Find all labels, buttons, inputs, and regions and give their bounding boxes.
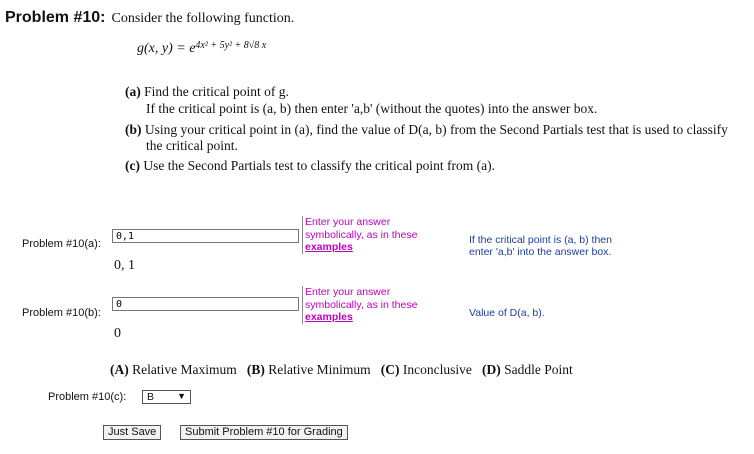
choice-b-key: (B)	[246, 362, 265, 377]
part-a-note: If the critical point is (a, b) then enter 'a,b' (without the quotes) into the answer box.	[146, 101, 598, 116]
answer-a-hint-line1: Enter your answer	[305, 216, 391, 228]
part-b	[125, 121, 728, 138]
answer-b-preview: 0	[114, 326, 121, 341]
answer-c-selected: B	[147, 391, 155, 403]
problem-title: Problem #10:	[5, 9, 106, 26]
answer-c-label: Problem #10(c):	[48, 391, 127, 403]
choice-d-text: Saddle Point	[504, 362, 573, 377]
answer-b-examples-link[interactable]: examples	[305, 311, 353, 323]
problem-intro: Consider the following function.	[111, 11, 295, 26]
answer-a-preview: 0, 1	[114, 258, 135, 273]
answer-b-label: Problem #10(b):	[22, 307, 101, 319]
part-a-label: (a)	[125, 84, 141, 99]
choice-a-text: Relative Maximum	[132, 362, 237, 377]
answer-a-label: Problem #10(a):	[22, 238, 101, 250]
answer-c-choices	[110, 362, 573, 378]
answer-b-hint-line2: symbolically, as in these	[305, 298, 418, 311]
part-b-label: (b)	[125, 122, 142, 137]
part-c-text: Use the Second Partials test to classify the critical point from (a).	[143, 158, 496, 173]
answer-a-side-note	[469, 234, 612, 258]
answer-b-hint-line1: Enter your answer	[305, 286, 391, 298]
answer-b-hint	[302, 286, 417, 324]
answer-a-hint-line2: symbolically, as in these	[305, 228, 418, 241]
just-save-button[interactable]: Just Save	[103, 425, 161, 440]
answer-c-select[interactable]	[142, 390, 191, 404]
choice-c-text: Inconclusive	[402, 362, 472, 377]
part-b-text2: the critical point.	[146, 138, 238, 153]
part-a-text: Find the critical point of g.	[144, 84, 289, 99]
function-formula	[137, 40, 266, 57]
choice-c-key: (C)	[380, 362, 400, 377]
formula-lhs: g(x, y) = e	[137, 41, 196, 56]
problem-heading	[5, 9, 294, 27]
part-b-text: Using your critical point in (a), find the value of D(a, b) from the Second Partials test that is used to classify	[144, 122, 728, 137]
formula-exponent: 4x² + 5y² + 8√8 x	[195, 40, 267, 51]
choice-b-text: Relative Minimum	[268, 362, 371, 377]
part-c	[125, 157, 495, 174]
answer-a-input[interactable]: 0,1	[112, 229, 299, 243]
answer-a-examples-link[interactable]: examples	[305, 241, 353, 253]
chevron-down-icon: ▼	[177, 391, 186, 401]
answer-b-input[interactable]: 0	[112, 297, 299, 311]
answer-a-hint	[302, 216, 417, 254]
answer-b-side-note: Value of D(a, b).	[469, 307, 545, 319]
choice-a-key: (A)	[110, 362, 129, 377]
answer-a-side-line1: If the critical point is (a, b) then	[469, 234, 612, 246]
answer-a-side-line2: enter 'a,b' into the answer box.	[469, 246, 612, 258]
part-a	[125, 83, 289, 100]
submit-button[interactable]: Submit Problem #10 for Grading	[180, 425, 348, 440]
choice-d-key: (D)	[481, 362, 501, 377]
part-c-label: (c)	[125, 158, 140, 173]
